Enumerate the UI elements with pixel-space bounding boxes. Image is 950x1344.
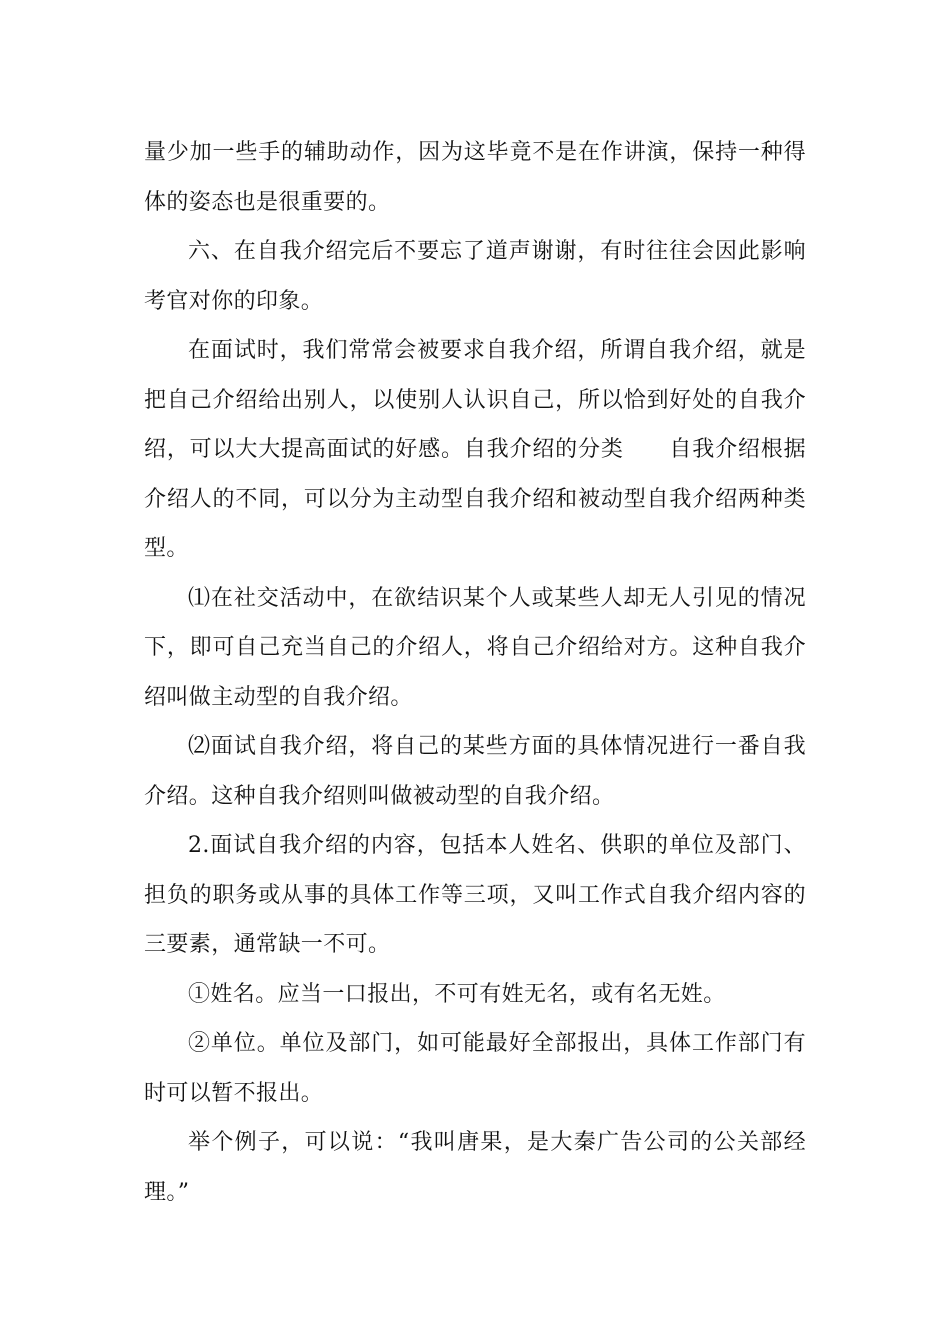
paragraph-thanks-tip: 六、在自我介绍完后不要忘了道声谢谢，有时往往会因此影响考官对你的印象。 xyxy=(144,239,806,314)
paragraph-passive-intro: ⑵面试自我介绍，将自己的某些方面的具体情况进行一番自我介绍。这种自我介绍则叫做被动型的自我介绍。 xyxy=(144,734,806,809)
paragraph-continuation: 量少加一些手的辅助动作，因为这毕竟不是在作讲演，保持一种得体的姿态也是很重要的。 xyxy=(144,140,806,215)
paragraph-example: 举个例子，可以说：“我叫唐果，是大秦广告公司的公关部经理。” xyxy=(144,1130,806,1205)
paragraph-self-intro-overview: 在面试时，我们常常会被要求自我介绍，所谓自我介绍，就是把自己介绍给出别人，以使别人认识自己，所以恰到好处的自我介绍，可以大大提高面试的好感。自我介绍的分类 自我介绍根据介绍人的不同，可以分为主动型自我介绍和被动型自我介绍两种类型。 xyxy=(144,338,806,561)
paragraph-unit-item: ②单位。单位及部门，如可能最好全部报出，具体工作部门有时可以暂不报出。 xyxy=(144,1031,806,1106)
paragraph-intro-content: 2.面试自我介绍的内容，包括本人姓名、供职的单位及部门、担负的职务或从事的具体工作等三项，又叫工作式自我介绍内容的三要素，通常缺一不可。 xyxy=(144,833,806,957)
paragraph-active-intro: ⑴在社交活动中，在欲结识某个人或某些人却无人引见的情况下，即可自己充当自己的介绍人，将自己介绍给对方。这种自我介绍叫做主动型的自我介绍。 xyxy=(144,585,806,710)
document-body xyxy=(144,128,806,1217)
paragraph-name-item: ①姓名。应当一口报出，不可有姓无名，或有名无姓。 xyxy=(188,981,726,1007)
